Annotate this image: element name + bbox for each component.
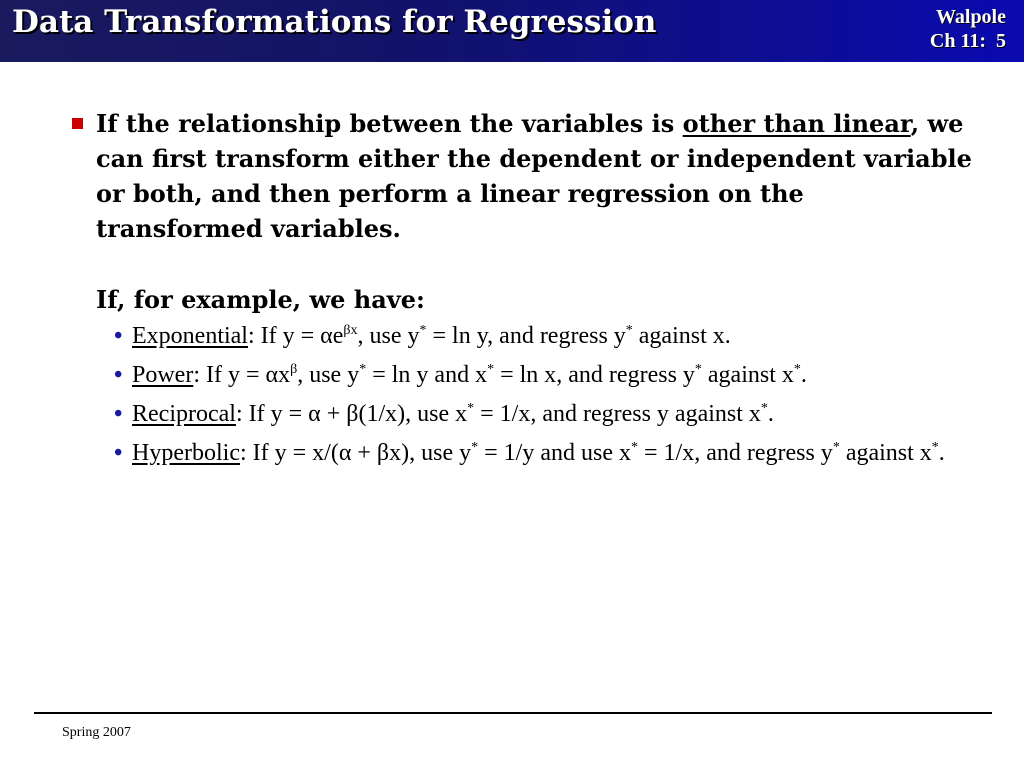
list-item-power xyxy=(114,360,954,391)
item-text: : If y = αx xyxy=(193,362,291,388)
item-text: = 1/y and use x xyxy=(478,440,631,466)
slide-content xyxy=(72,106,972,477)
title-bar xyxy=(0,0,1024,62)
main-text-end: , we can first transform either the dependent or independent variable or both, and then perform a linear regression on the transformed variables. xyxy=(96,109,972,243)
chapter-reference xyxy=(930,5,1006,53)
examples-intro: If, for example, we have: xyxy=(96,285,425,314)
item-superscript: β xyxy=(290,362,298,377)
item-text: against x xyxy=(701,362,794,388)
item-text: against x xyxy=(839,440,932,466)
list-item-hyperbolic xyxy=(114,438,954,469)
footer-divider xyxy=(34,712,992,714)
item-superscript: * xyxy=(487,362,495,377)
list-item-exponential xyxy=(114,321,954,352)
slide-title: Data Transformations for Regression xyxy=(12,4,657,40)
item-text: = 1/x, and regress y against x xyxy=(474,401,761,427)
item-superscript: * xyxy=(359,362,367,377)
item-text: = ln y, and regress y xyxy=(426,323,626,349)
item-superscript: * xyxy=(625,323,633,338)
item-superscript: * xyxy=(931,440,939,455)
bullet-dot-icon: • xyxy=(114,401,123,427)
item-label: Power xyxy=(132,362,194,388)
item-text: . xyxy=(938,440,945,466)
main-bullet xyxy=(72,106,972,246)
bullet-dot-icon: • xyxy=(114,362,123,388)
item-text: against x. xyxy=(632,323,731,349)
item-superscript: * xyxy=(694,362,702,377)
item-text: = 1/x, and regress y xyxy=(637,440,833,466)
item-superscript: * xyxy=(793,362,801,377)
item-superscript: * xyxy=(419,323,427,338)
item-label: Hyperbolic xyxy=(132,440,240,466)
square-bullet-icon xyxy=(72,118,83,129)
main-text-emphasis: other than linear xyxy=(682,109,911,138)
bullet-dot-icon: • xyxy=(114,440,123,466)
item-text: , use y xyxy=(297,362,360,388)
bullet-dot-icon: • xyxy=(114,323,123,349)
list-item-reciprocal xyxy=(114,399,954,430)
item-text: : If y = α + β(1/x), use x xyxy=(235,401,468,427)
main-text-start: If the relationship between the variables is xyxy=(96,109,683,138)
item-label: Exponential xyxy=(132,323,248,349)
item-text: : If y = x/(α + βx), use y xyxy=(239,440,472,466)
item-text: . xyxy=(767,401,774,427)
item-superscript: * xyxy=(760,401,768,416)
item-text: , use y xyxy=(357,323,420,349)
reference-chapter: Ch 11: 5 xyxy=(929,30,1006,52)
item-text: : If y = αe xyxy=(247,323,344,349)
item-superscript: * xyxy=(832,440,840,455)
item-superscript: * xyxy=(471,440,479,455)
item-superscript: βx xyxy=(343,323,358,338)
item-superscript: * xyxy=(467,401,475,416)
item-label: Reciprocal xyxy=(132,401,236,427)
item-superscript: * xyxy=(630,440,638,455)
reference-book: Walpole xyxy=(935,6,1006,28)
item-text: = ln x, and regress y xyxy=(494,362,695,388)
main-bullet-text xyxy=(96,106,972,246)
item-text: . xyxy=(800,362,807,388)
transformation-list xyxy=(114,321,954,469)
item-text: = ln y and x xyxy=(366,362,488,388)
footer-date: Spring 2007 xyxy=(62,725,131,740)
